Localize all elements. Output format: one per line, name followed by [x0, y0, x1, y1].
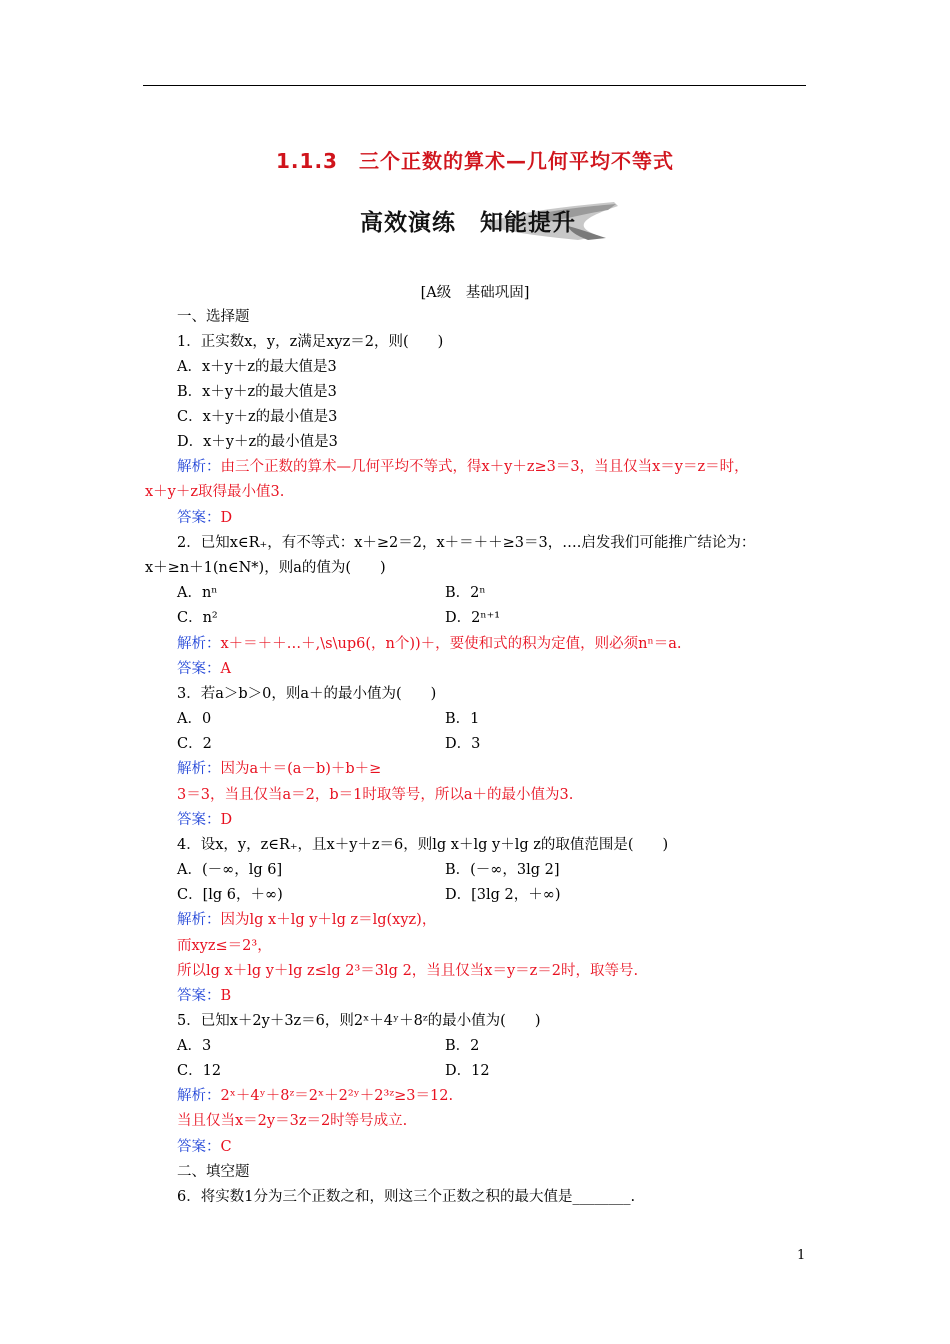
q4-option-a: A．(－∞，lg 6] — [177, 862, 283, 878]
q3-option-d: D．3 — [445, 736, 481, 752]
section-fill-heading: 二、填空题 — [177, 1164, 250, 1180]
page-title: 1.1.3 三个正数的算术—几何平均不等式 — [276, 149, 674, 173]
q5-option-d: D．12 — [445, 1063, 490, 1079]
q1-stem: 1．正实数x，y，z满足xyz＝2，则( ) — [177, 334, 444, 350]
answer-label: 答案： — [177, 812, 221, 828]
q5-option-c: C．12 — [177, 1063, 222, 1079]
q2-option-c: C．n² — [177, 610, 218, 626]
section-choice-heading: 一、选择题 — [177, 309, 250, 325]
q2-answer — [177, 659, 231, 679]
q4-option-b: B．(－∞，3lg 2] — [445, 862, 560, 878]
q2-option-b: B．2ⁿ — [445, 585, 486, 601]
analysis-text: 2ˣ＋4ʸ＋8ᶻ＝2ˣ＋2²ʸ＋2³ᶻ≥3＝12. — [220, 1088, 454, 1104]
q5-option-b: B．2 — [445, 1038, 480, 1054]
analysis-label: 解析： — [177, 1088, 221, 1104]
q4-stem: 4．设x，y，z∈R₊，且x＋y＋z＝6，则lg x＋lg y＋lg z的取值范围是( ) — [177, 837, 669, 853]
section-banner — [338, 196, 620, 246]
q5-stem: 5．已知x＋2y＋3z＝6，则2ˣ＋4ʸ＋8ᶻ的最小值为( ) — [177, 1013, 541, 1029]
q5-analysis-cont: 当且仅当x＝2y＝3z＝2时等号成立. — [177, 1113, 408, 1129]
analysis-text: 因为a＋＝(a－b)＋b＋≥ — [220, 761, 382, 777]
answer-value: B — [220, 988, 232, 1004]
analysis-label: 解析： — [177, 459, 221, 475]
answer-label: 答案： — [177, 510, 221, 526]
q1-analysis — [177, 457, 749, 477]
q1-option-c: C．x＋y＋z的最小值是3 — [177, 409, 338, 425]
q1-option-d: D．x＋y＋z的最小值是3 — [177, 434, 338, 450]
q4-analysis — [177, 910, 436, 930]
q4-option-d: D．[3lg 2，＋∞) — [445, 887, 561, 903]
analysis-label: 解析： — [177, 912, 221, 928]
page-number: 1 — [797, 1248, 806, 1263]
analysis-text: 因为lg x＋lg y＋lg z＝lg(xyz)， — [220, 912, 437, 928]
q4-analysis-cont: 而xyz≤＝2³， — [177, 938, 272, 954]
q1-analysis-cont: x＋y＋z取得最小值3. — [145, 484, 285, 500]
q5-analysis — [177, 1086, 453, 1106]
q3-option-b: B．1 — [445, 711, 480, 727]
q2-analysis — [177, 634, 682, 654]
answer-value: A — [220, 661, 231, 677]
header-rule — [143, 85, 806, 86]
q1-option-a: A．x＋y＋z的最大值是3 — [177, 359, 337, 375]
answer-value: D — [220, 510, 233, 526]
q4-option-c: C．[lg 6，＋∞) — [177, 887, 283, 903]
q1-option-b: B．x＋y＋z的最大值是3 — [177, 384, 337, 400]
answer-label: 答案： — [177, 661, 221, 677]
analysis-label: 解析： — [177, 636, 221, 652]
q3-option-c: C．2 — [177, 736, 212, 752]
banner-text: 高效演练 知能提升 — [360, 210, 576, 236]
q1-answer — [177, 508, 232, 528]
analysis-text: x＋＝＋＋…＋,\s\up6(，n个))＋，要使和式的积为定值，则必须nⁿ＝a. — [220, 636, 682, 652]
q4-answer — [177, 986, 231, 1006]
q4-analysis-cont2: 所以lg x＋lg y＋lg z≤lg 2³＝3lg 2，当且仅当x＝y＝z＝2时，取等号. — [177, 963, 639, 979]
q5-option-a: A．3 — [177, 1038, 212, 1054]
q3-answer — [177, 810, 232, 830]
q5-answer — [177, 1137, 232, 1157]
analysis-text: 由三个正数的算术—几何平均不等式，得x＋y＋z≥3＝3，当且仅当x＝y＝z＝时， — [220, 459, 749, 475]
answer-value: D — [220, 812, 233, 828]
q2-option-d: D．2ⁿ⁺¹ — [445, 610, 501, 626]
q3-stem: 3．若a＞b＞0，则a＋的最小值为( ) — [177, 686, 437, 702]
q3-analysis — [177, 759, 381, 779]
analysis-label: 解析： — [177, 761, 221, 777]
answer-label: 答案： — [177, 988, 221, 1004]
q6-stem: 6．将实数1分为三个正数之和，则这三个正数之积的最大值是________. — [177, 1189, 636, 1205]
q2-stem-cont: x＋≥n＋1(n∈N*)，则a的值为( ) — [145, 560, 386, 576]
q2-option-a: A．nⁿ — [177, 585, 218, 601]
q3-option-a: A．0 — [177, 711, 212, 727]
q3-analysis-cont: 3＝3，当且仅当a＝2，b＝1时取等号，所以a＋的最小值为3. — [177, 787, 574, 803]
level-heading: [A级 基础巩固] — [420, 285, 530, 301]
answer-label: 答案： — [177, 1139, 221, 1155]
answer-value: C — [220, 1139, 232, 1155]
q2-stem: 2．已知x∈R₊，有不等式：x＋≥2＝2，x＋＝＋＋≥3＝3，….启发我们可能推广结论为： — [177, 535, 756, 551]
